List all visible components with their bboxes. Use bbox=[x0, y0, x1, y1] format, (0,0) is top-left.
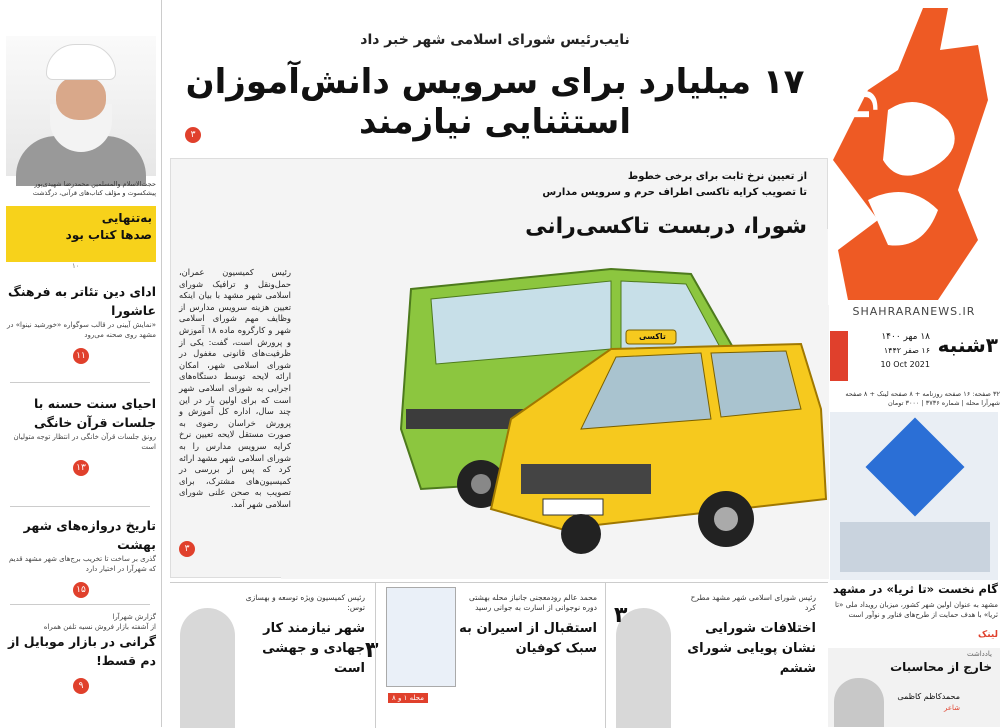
main-subtitle-1: از تعیین نرخ ثابت برای برخی خطوط bbox=[627, 171, 807, 182]
left-item-summary: از آشفته بازار فروش نسیه تلفن همراه bbox=[43, 623, 156, 631]
bottom-kicker: محمد عالم رودمعجنی جانباز محله بهشتی دوره نوجوانی از اسارت به جوانی رسید bbox=[469, 593, 597, 612]
bottom-story[interactable] bbox=[375, 583, 605, 728]
person-photo bbox=[180, 608, 235, 728]
page-number: ۳ bbox=[365, 638, 379, 663]
date-tabs bbox=[830, 331, 848, 381]
author-photo bbox=[834, 678, 884, 727]
bottom-title: استقبال از اسیران به سبک کوفیان bbox=[459, 621, 597, 656]
website[interactable]: SHAHRARANEWS.IR bbox=[852, 305, 976, 318]
main-headline[interactable]: ۱۷ میلیارد برای سرویس دانش‌آموزان استثنایی نیازمند bbox=[185, 62, 805, 142]
page-badge: ۱۵ bbox=[73, 582, 89, 598]
left-item-title: ادای دین تئاتر به فرهنگ عاشورا bbox=[8, 284, 156, 318]
page-number: ۳ bbox=[614, 603, 628, 628]
left-column bbox=[0, 0, 162, 727]
main-story[interactable] bbox=[170, 158, 828, 578]
bottom-strip bbox=[170, 582, 828, 727]
page-badge: ۱۳ bbox=[73, 460, 89, 476]
page-badge: ۱۱ bbox=[73, 348, 89, 364]
weekday: ۳شنبه bbox=[937, 333, 998, 357]
main-subtitle-2: تا تصویب کرایه تاکسی اطراف حرم و سرویس مدارس bbox=[542, 187, 807, 198]
date-hijri: ۱۶ صفر ۱۴۴۲ bbox=[883, 346, 930, 355]
photo-caption: حجت‌الاسلام والمسلمین محمدرضا شهیدی‌پور پیشکسوت و مؤلف کتاب‌های قرآنی، درگذشت bbox=[32, 180, 156, 197]
date-shamsi: ۱۸ مهر ۱۴۰۰ bbox=[881, 332, 930, 342]
logo-text: شهرآرا bbox=[838, 0, 878, 120]
magazine-cover bbox=[386, 587, 456, 687]
event-logo bbox=[866, 418, 965, 517]
note-title: خارج از محاسبات bbox=[890, 660, 992, 674]
left-item-summary: گذری بر ساخت تا تخریب برج‌های شهر مشهد قدیم که شهرآرا در اختیار دارد bbox=[8, 555, 156, 573]
masthead-logo[interactable] bbox=[828, 0, 1000, 305]
page-badge: ۹ bbox=[73, 678, 89, 694]
left-item-title: احیای سنت حسنه با جلسات قرآن خانگی bbox=[33, 396, 156, 430]
bottom-story[interactable] bbox=[605, 583, 828, 728]
right-column bbox=[828, 0, 1000, 727]
main-title: شورا، دربست تاکسی‌رانی bbox=[525, 214, 807, 239]
headline-kicker: نایب‌رئیس شورای اسلامی شهر خبر داد bbox=[360, 32, 630, 48]
note-kicker: یادداشت bbox=[967, 650, 992, 658]
obituary-box[interactable] bbox=[6, 206, 156, 262]
left-item-summary: رونق جلسات قرآن خانگی در انتظار توجه متولیان است bbox=[13, 433, 156, 451]
left-item[interactable] bbox=[6, 516, 156, 598]
left-item[interactable] bbox=[6, 394, 156, 476]
taxi-illustration bbox=[281, 229, 829, 579]
promo-summary: مشهد به عنوان اولین شهر کشور، میزبان رویداد ملی «تا ثریا» با هدف حمایت از طرح‌های فناور و نوآور است bbox=[835, 601, 998, 619]
obituary-title-2: صدها کتاب بود bbox=[65, 228, 152, 242]
bottom-title: اختلافات شورایی نشان پویایی شورای ششم bbox=[687, 621, 816, 676]
taxi-roof-sign: تاکسی bbox=[639, 332, 666, 341]
left-item-title: تاریخ دروازه‌های شهر بهشت bbox=[23, 518, 156, 552]
bottom-story[interactable] bbox=[170, 583, 379, 728]
obituary-title-1: به‌تنهایی bbox=[101, 211, 152, 225]
date-gregorian: 10 Oct 2021 bbox=[880, 360, 930, 369]
left-item[interactable] bbox=[6, 282, 156, 364]
bottom-kicker: رئیس شورای اسلامی شهر مشهد مطرح کرد bbox=[690, 593, 816, 612]
promo-image[interactable] bbox=[830, 412, 998, 580]
left-item-title: گرانی در بازار موبایل از دم قسط! bbox=[7, 634, 156, 668]
note-box[interactable] bbox=[828, 648, 1000, 727]
left-item[interactable] bbox=[6, 612, 156, 694]
left-item-summary: «نمایش آیینی در قالب سوگواره «خورشید نینوا» در مشهد روی صحنه می‌رود bbox=[7, 321, 156, 339]
promo-tag: لینک bbox=[978, 630, 998, 640]
main-body: رئیس کمیسیون عمران، حمل‌ونقل و ترافیک شورای اسلامی شهر مشهد با بیان اینکه تعیین هزینه سرویس مدارس از وظایف مهم شورای اسلامی شهر و کارگروه ماده ۱۸ آموزش و پرورش است، گفت: یکی از ظرفیت‌های قانونی مغفول در شورای اسلامی شهر، امکان ارائه لایحه توسط دستگاه‌های اجرایی به شورای اسلامی شهر است که برای اولین بار در این چند سال، اداره کل آموزش و پرورش خراسان رضوی به صورت مستقل لایحه تعیین نرخ کرایه سرویس مدارس را به شورای اسلامی شهر مشهد ارائه کرد که پس از بررسی در کمیسیون‌های مشترک، برای تصویب به صحن علنی شورای اسلامی شهر آمد. bbox=[179, 267, 291, 509]
promo-title[interactable]: گام نخست «تا ثریا» در مشهد bbox=[832, 582, 998, 596]
note-author: محمدکاظم کاظمی bbox=[897, 692, 960, 701]
note-role: شاعر bbox=[943, 704, 960, 712]
bottom-kicker: رئیس کمیسیون ویژه توسعه و بهسازی توس: bbox=[245, 593, 365, 612]
obituary-page: ۱۰ bbox=[72, 262, 80, 270]
page-badge: ۳ bbox=[179, 541, 195, 557]
cleric-photo bbox=[6, 36, 156, 176]
issue-info: ۳۲ صفحه: ۱۶ صفحه روزنامه + ۸ صفحه لینک + ۸ صفحه شهرآرا محله | شماره ۳۷۳۶ | ۳۰۰۰ تومان bbox=[845, 390, 1000, 407]
event-photo bbox=[840, 522, 990, 572]
bottom-title: شهر نیازمند کار جهادی و جهشی است bbox=[262, 621, 365, 676]
page-badge: ۳ bbox=[185, 127, 201, 143]
main-subtitles bbox=[507, 169, 807, 201]
page-badge: محله ۱ و ۸ bbox=[388, 693, 428, 703]
left-item-kicker: گزارش شهرآرا bbox=[112, 613, 156, 621]
